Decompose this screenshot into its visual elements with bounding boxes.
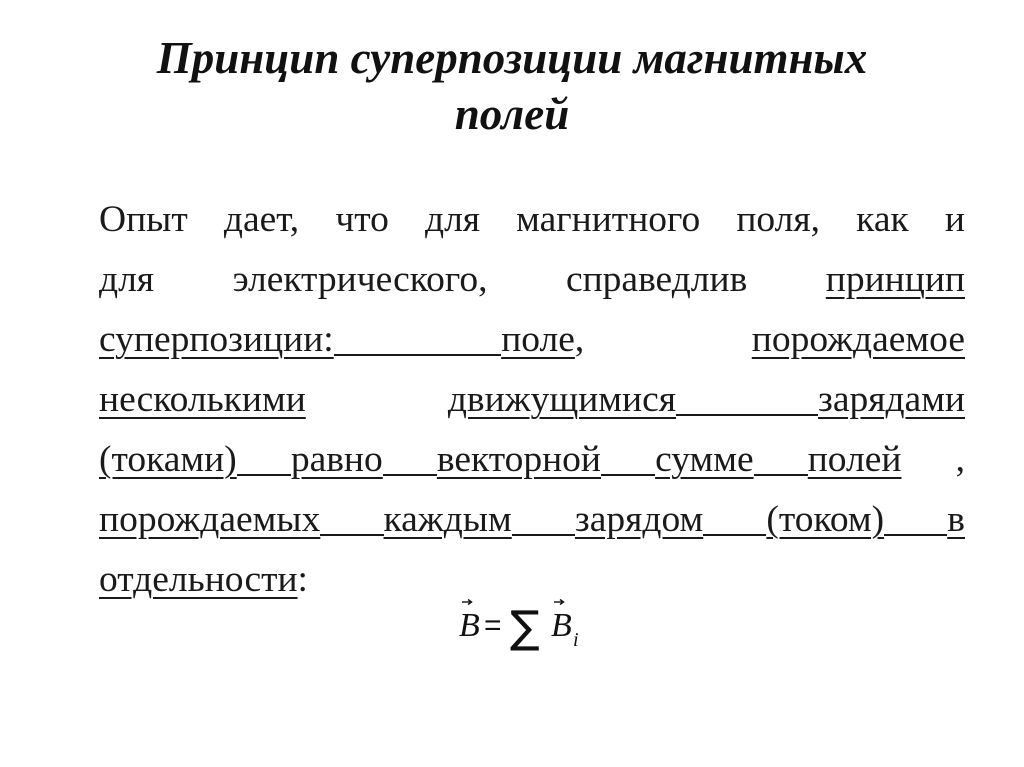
underlined-word: в <box>947 499 965 540</box>
underline-gap <box>334 354 502 356</box>
word: электрического, <box>232 259 488 300</box>
formula-lhs: B <box>459 607 480 644</box>
word: для <box>424 199 481 240</box>
underlined-word: отдельности <box>99 559 298 600</box>
word: как <box>856 199 909 240</box>
vector-arrow-icon <box>554 600 564 605</box>
underlined-word: движущимися <box>447 379 676 420</box>
formula-subscript: i <box>573 629 579 651</box>
body-paragraph <box>99 190 965 610</box>
underlined-word: (токами) <box>99 439 237 480</box>
underline-gap <box>601 474 655 476</box>
word: дает, <box>223 199 300 240</box>
underline-gap <box>703 534 766 536</box>
underlined-word: (током) <box>766 499 885 540</box>
formula-equals: = <box>484 609 502 642</box>
vector-arrow-icon <box>462 600 472 605</box>
underlined-word: порождаемое <box>751 319 965 360</box>
underlined-word: векторной <box>436 439 601 480</box>
underlined-word: порождаемых <box>99 499 321 540</box>
comma: , <box>574 319 585 360</box>
paragraph-line <box>99 490 965 550</box>
formula-rhs: B <box>551 607 572 644</box>
paragraph-line <box>99 250 965 310</box>
underline-gap <box>754 474 808 476</box>
paragraph-line <box>99 310 965 370</box>
word: магнитного <box>516 199 701 240</box>
underlined-word: зарядом <box>574 499 704 540</box>
paragraph-line <box>99 190 965 250</box>
slide-title-line-2: полей <box>454 89 570 139</box>
underline-gap <box>512 534 575 536</box>
underlined-word: сумме <box>655 439 754 480</box>
underlined-word: зарядами <box>818 379 965 420</box>
underlined-word: равно <box>290 439 383 480</box>
superposition-formula <box>457 592 587 660</box>
paragraph-line <box>99 370 965 430</box>
paragraph-line <box>99 430 965 490</box>
underline-gap <box>884 534 947 536</box>
word: что <box>335 199 389 240</box>
slide-title <box>40 30 984 142</box>
word: Опыт <box>99 199 188 240</box>
underlined-word: полей <box>807 439 902 480</box>
slide-title-line-1: Принцип суперпозиции магнитных <box>156 33 868 83</box>
comma: , <box>955 439 965 480</box>
word: и <box>944 199 965 240</box>
underline-gap <box>383 474 437 476</box>
colon: : <box>297 559 308 600</box>
formula-sum: ∑ <box>510 602 540 653</box>
word: справедлив <box>565 259 748 300</box>
word: поля, <box>736 199 821 240</box>
underlined-word: поле <box>501 319 575 360</box>
underlined-word: суперпозиции: <box>99 319 334 360</box>
underline-gap <box>237 474 291 476</box>
underline-gap <box>320 534 383 536</box>
word: для <box>99 259 155 300</box>
underlined-word: несколькими <box>99 379 306 420</box>
underlined-word: принцип <box>825 259 965 300</box>
formula-svg <box>457 592 587 660</box>
underlined-word: каждым <box>383 499 512 540</box>
underline-gap <box>676 414 818 416</box>
